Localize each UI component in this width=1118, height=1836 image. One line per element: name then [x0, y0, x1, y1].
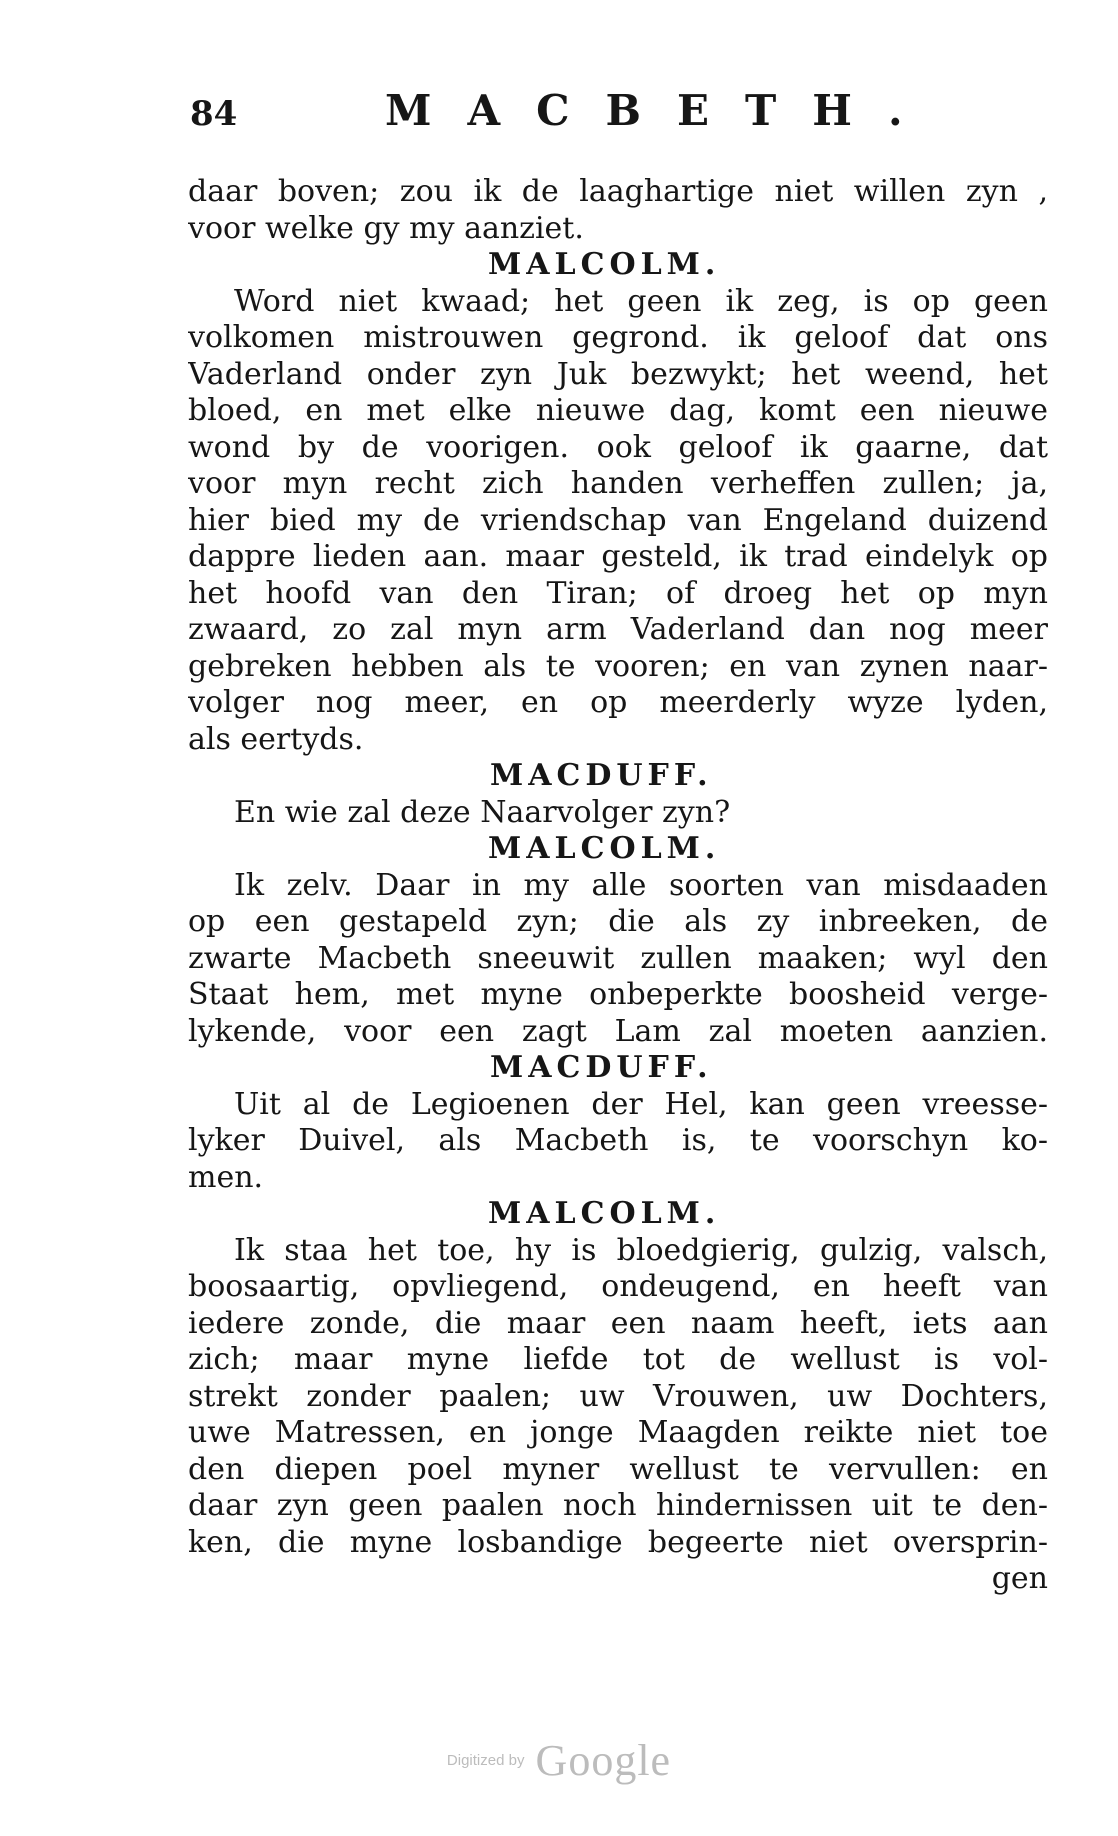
- text-line: op een gestapeld zyn; die als zy inbreeken, de: [188, 904, 1048, 939]
- text-line: bloed, en met elke nieuwe dag, komt een nieuwe: [188, 393, 1048, 428]
- text-line: Word niet kwaad; het geen ik zeg, is op geen: [234, 283, 1048, 319]
- digitization-watermark: [0, 1735, 1118, 1786]
- text-line: gebreken hebben als te vooren; en van zynen naar-: [188, 648, 1048, 684]
- text-line: lyker Duivel, als Macbeth is, te voorschyn ko-: [188, 1123, 1048, 1158]
- text-line: zwarte Macbeth sneeuwit zullen maaken; wyl den: [188, 940, 1048, 976]
- text-line: zwaard, zo zal myn arm Vaderland dan nog meer: [188, 612, 1048, 647]
- text-line: Ik zelv. Daar in my alle soorten van misdaaden: [234, 867, 1048, 903]
- text-line: Ik staa het toe, hy is bloedgierig, gulzig, valsch,: [234, 1232, 1048, 1268]
- digitized-by-label: Digitized by: [446, 1752, 525, 1769]
- text-line: wond by de voorigen. ook geloof ik gaarne, dat: [188, 429, 1048, 465]
- text-line: Uit al de Legioenen der Hel, kan geen vreesse-: [234, 1086, 1048, 1122]
- text-line: daar zyn geen paalen noch hindernissen uit te den-: [188, 1488, 1048, 1523]
- text-line: voor myn recht zich handen verheffen zullen; ja,: [188, 466, 1048, 501]
- catchword: gen: [991, 1561, 1048, 1596]
- google-logo: Google: [535, 1736, 672, 1785]
- text-line: volkomen mistrouwen gegrond. ik geloof dat ons: [188, 320, 1048, 355]
- text-line: als eertyds.: [188, 721, 364, 757]
- text-line: hier bied my de vriendschap van Engeland duizend: [188, 502, 1048, 538]
- text-line: den diepen poel myner wellust te vervullen: en: [188, 1451, 1048, 1487]
- text-line: boosaartig, opvliegend, ondeugend, en heeft van: [188, 1269, 1048, 1304]
- speaker-heading: MACDUFF.: [490, 758, 713, 793]
- speaker-heading: MACDUFF.: [490, 1050, 713, 1085]
- text-line: voor welke gy my aanziet.: [188, 210, 584, 246]
- running-title: MACBETH.: [385, 86, 939, 135]
- speaker-heading: MALCOLM.: [488, 831, 721, 866]
- speaker-heading: MALCOLM.: [488, 247, 721, 282]
- text-line: strekt zonder paalen; uw Vrouwen, uw Dochters,: [188, 1378, 1048, 1414]
- text-line: Staat hem, met myne onbeperkte boosheid verge-: [188, 977, 1048, 1012]
- text-line: het hoofd van den Tiran; of droeg het op myn: [188, 575, 1048, 611]
- text-line: men.: [188, 1159, 264, 1195]
- running-head: [190, 86, 1050, 146]
- text-line: iedere zonde, die maar een naam heeft, iets aan: [188, 1305, 1048, 1341]
- text-line: lykende, voor een zagt Lam zal moeten aanzien.: [188, 1013, 1048, 1049]
- text-block: [188, 174, 1048, 1598]
- text-line: ken, die myne losbandige begeerte niet oversprin-: [188, 1524, 1048, 1560]
- text-line: volger nog meer, en op meerderly wyze lyden,: [188, 685, 1048, 720]
- text-line: dappre lieden aan. maar gesteld, ik trad eindelyk op: [188, 539, 1048, 574]
- text-line: zich; maar myne liefde tot de wellust is vol-: [188, 1342, 1048, 1377]
- text-line: En wie zal deze Naarvolger zyn?: [234, 794, 731, 830]
- text-line: Vaderland onder zyn Juk bezwykt; het weend, het: [188, 356, 1048, 392]
- page-number: 84: [190, 94, 238, 134]
- speaker-heading: MALCOLM.: [488, 1196, 721, 1231]
- text-line: uwe Matressen, en jonge Maagden reikte niet toe: [188, 1415, 1048, 1450]
- text-line: daar boven; zou ik de laaghartige niet willen zyn ,: [188, 174, 1048, 209]
